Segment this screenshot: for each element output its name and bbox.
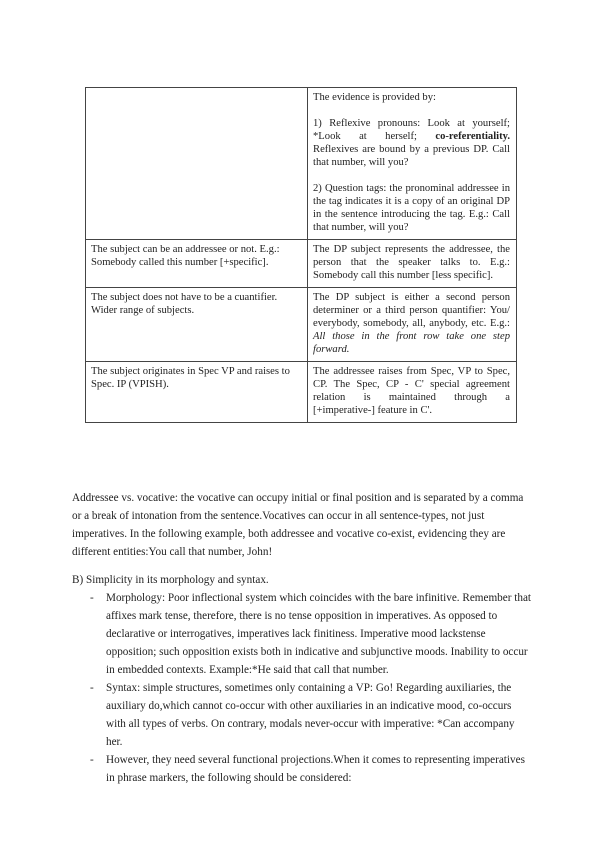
cell-text: The DP subject represents the addressee, the person that the speaker talks to. E.g.: Somebody call this number [less specific].: [313, 244, 510, 281]
table-cell-right: [308, 362, 517, 423]
evidence-bold-term: co-referentiality.: [435, 131, 510, 142]
list-item-text: Syntax: simple structures, sometimes only containing a VP: Go! Regarding auxiliaries, the auxiliary do,which cannot co-occur with other auxiliaries in an indicative mood, co-occurs with all types of verbs. On contrary, modals never-occur with imperative: *Can accompany her.: [106, 682, 515, 748]
table-row: [86, 240, 517, 288]
bullet-dash: -: [90, 682, 94, 694]
evidence-intro: The evidence is provided by:: [313, 92, 436, 103]
italic-example: All those in the front row take one step forward.: [313, 331, 510, 355]
table-cell-right: [308, 240, 517, 288]
table-row: [86, 88, 517, 240]
cell-text-with-example: [313, 291, 510, 356]
section-simplicity: [72, 571, 532, 787]
list-item: [72, 589, 532, 679]
cell-text: The subject can be an addressee or not. E.g.: Somebody called this number [+specific].: [91, 244, 280, 268]
evidence-text: Reflexives are bound by a previous DP. Call that number, will you?: [313, 144, 510, 168]
cell-text: The subject originates in Spec VP and raises to Spec. IP (VPISH).: [91, 366, 290, 390]
table-cell-left: [86, 288, 308, 362]
body-paragraph-block: [72, 489, 532, 561]
section-heading: B) Simplicity in its morphology and syntax.: [72, 574, 269, 586]
list-item: [72, 751, 532, 787]
table-cell-left-empty: [86, 88, 308, 240]
table-row: [86, 362, 517, 423]
table-cell-left: [86, 362, 308, 423]
bullet-dash: -: [90, 754, 94, 766]
table-cell-left: [86, 240, 308, 288]
table-cell-right: [308, 88, 517, 240]
evidence-item-question-tags: 2) Question tags: the pronominal addressee in the tag indicates it is a copy of an original DP in the sentence introducing the tag. E.g.: Call that number, will you?: [313, 183, 510, 233]
cell-text: The subject does not have to be a cuantifier. Wider range of subjects.: [91, 292, 278, 316]
evidence-item-reflexives: [313, 117, 510, 169]
evidence-text: 1) Reflexive pronouns: Look at yourself; *Look at herself;: [313, 118, 510, 142]
comparison-table: [85, 87, 517, 423]
bullet-dash: -: [90, 592, 94, 604]
vocative-paragraph: Addressee vs. vocative: the vocative can occupy initial or final position and is separated by a comma or a break of intonation from the sentence.Vocatives can occur in all sentence-types, not just imperatives. In the following example, both addressee and vocative co-exist, evidencing they are different entities:You call that number, John!: [72, 492, 524, 558]
table-row: [86, 288, 517, 362]
cell-text: The DP subject is either a second person determiner or a third person quantifier: You/ everybody, somebody, all, anybody, etc. E.g.:: [313, 292, 510, 329]
cell-text: The addressee raises from Spec, VP to Spec, CP. The Spec, CP - C' special agreement relation is maintained through a [+imperative-] feature in C'.: [313, 366, 510, 416]
table-cell-right: [308, 288, 517, 362]
bullet-list: [72, 589, 532, 787]
list-item-text: However, they need several functional projections.When it comes to representing imperatives in phrase markers, the following should be considered:: [106, 754, 525, 784]
list-item: [72, 679, 532, 751]
list-item-text: Morphology: Poor inflectional system which coincides with the bare infinitive. Remember that affixes mark tense, therefore, there is no tense opposition in imperatives. As opposed to declarative or interrogatives, imperatives lack finitiness. Imperative mood lackstense opposition; such opposition exists both in indicative and subjunctive moods. Inability to occur in embedded contexts. Example:*He said that call that number.: [106, 592, 532, 676]
